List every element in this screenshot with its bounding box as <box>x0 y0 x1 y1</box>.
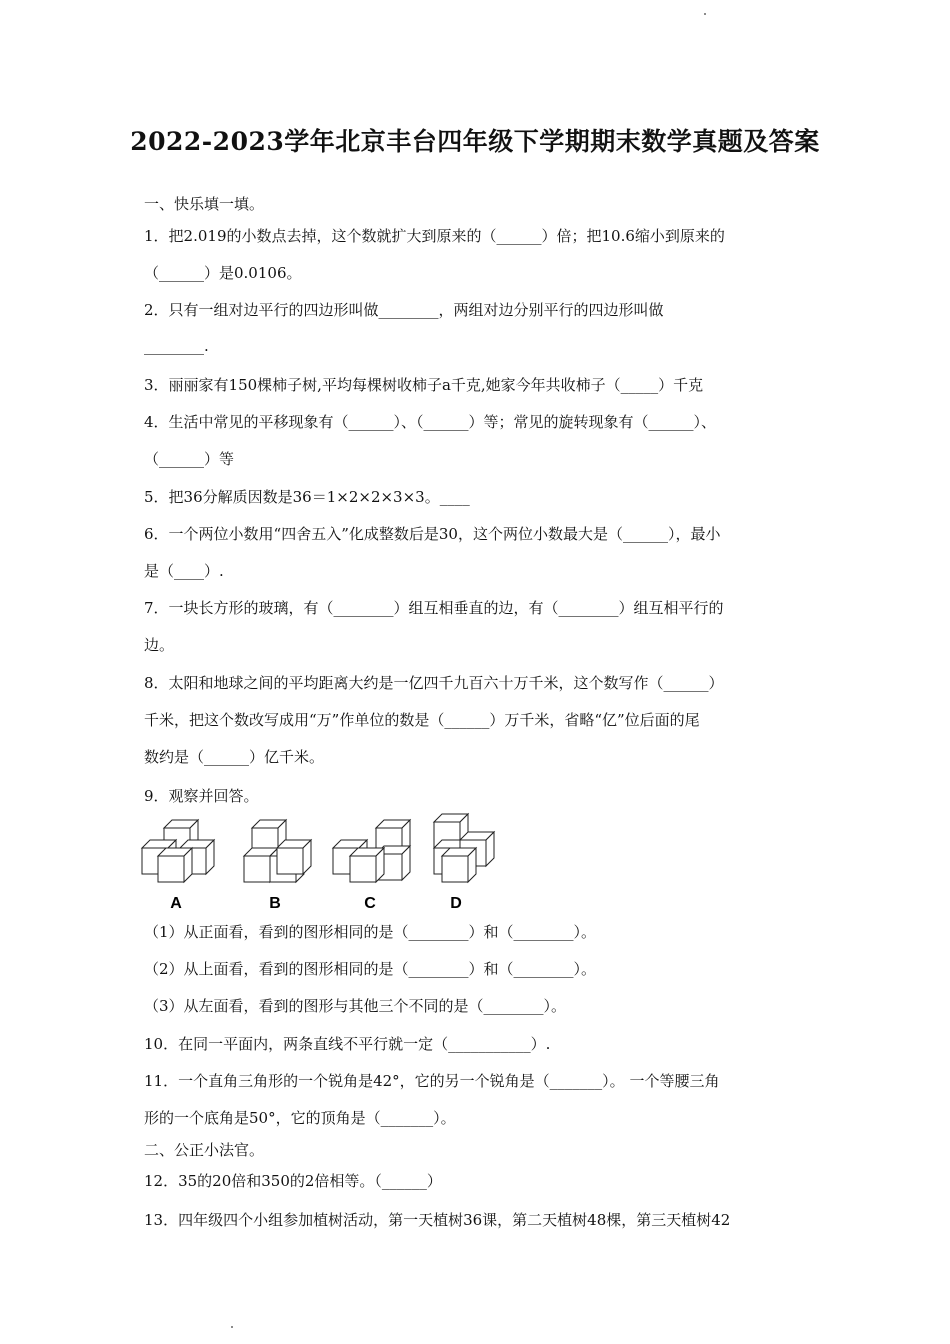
question-6-line-2: 是（____）. <box>144 562 224 580</box>
cube-figure-b <box>244 820 311 882</box>
question-11-line-2: 形的一个底角是50°，它的顶角是（_______）。 <box>144 1109 456 1127</box>
page-title: 2022-2023学年北京丰台四年级下学期期末数学真题及答案 <box>130 127 820 156</box>
cube-figure-d <box>434 814 494 882</box>
question-8-line-2: 千米，把这个数改写成用“万”作单位的数是（______）万千米，省略“亿”位后面的尾 <box>144 711 700 729</box>
question-4-line-1: 4．生活中常见的平移现象有（______）、（______）等；常见的旋转现象有（______）、 <box>144 413 717 431</box>
figure-label-c: C <box>364 895 376 912</box>
figure-label-d: D <box>450 895 462 912</box>
question-13-line-1: 13．四年级四个小组参加植树活动，第一天植树36课，第二天植树48棵，第三天植树42 <box>144 1211 731 1229</box>
question-1-line-2: （______）是0.0106。 <box>144 264 302 282</box>
question-2-line-2: ________. <box>144 337 209 355</box>
question-9-part-1: （1）从正面看，看到的图形相同的是（________）和（________）。 <box>144 923 597 941</box>
question-7-line-1: 7．一块长方形的玻璃，有（________）组互相垂直的边，有（________）组互相平行的 <box>144 599 724 617</box>
section-heading-fill-in: 一、快乐填一填。 <box>144 195 265 213</box>
question-5: 5．把36分解质因数是36＝1×2×2×3×3。____ <box>144 488 470 506</box>
question-4-line-2: （______）等 <box>144 450 235 468</box>
cube-figure-c <box>333 820 410 882</box>
figure-label-a: A <box>170 895 182 912</box>
question-12: 12．35的20倍和350的2倍相等。（______） <box>144 1172 442 1190</box>
scan-speck <box>231 1326 233 1328</box>
question-2-line-1: 2．只有一组对边平行的四边形叫做________，两组对边分别平行的四边形叫做 <box>144 301 664 319</box>
question-9-part-2: （2）从上面看，看到的图形相同的是（________）和（________）。 <box>144 960 597 978</box>
question-8-line-1: 8．太阳和地球之间的平均距离大约是一亿四千九百六十万千米，这个数写作（______） <box>144 674 724 692</box>
question-9-part-3: （3）从左面看，看到的图形与其他三个不同的是（________）。 <box>144 997 567 1015</box>
cube-views-figure <box>140 812 500 914</box>
scan-speck <box>704 13 706 15</box>
cube-figure-a <box>142 820 214 882</box>
question-11-line-1: 11．一个直角三角形的一个锐角是42°，它的另一个锐角是（_______）。 一个等腰三角 <box>144 1072 720 1090</box>
question-1-line-1: 1．把2.019的小数点去掉，这个数就扩大到原来的（______）倍；把10.6缩小到原来的 <box>144 227 725 245</box>
question-9: 9．观察并回答。 <box>144 787 259 805</box>
question-10: 10．在同一平面内，两条直线不平行就一定（___________）. <box>144 1035 551 1053</box>
section-heading-judge: 二、公正小法官。 <box>144 1141 265 1159</box>
question-6-line-1: 6．一个两位小数用“四舍五入”化成整数后是30，这个两位小数最大是（______），最小 <box>144 525 721 543</box>
question-8-line-3: 数约是（______）亿千米。 <box>144 748 325 766</box>
question-7-line-2: 边。 <box>144 636 175 654</box>
question-3: 3．丽丽家有150棵柿子树,平均每棵树收柿子a千克,她家今年共收柿子（_____）千克 <box>144 376 704 394</box>
figure-label-b: B <box>269 895 281 912</box>
